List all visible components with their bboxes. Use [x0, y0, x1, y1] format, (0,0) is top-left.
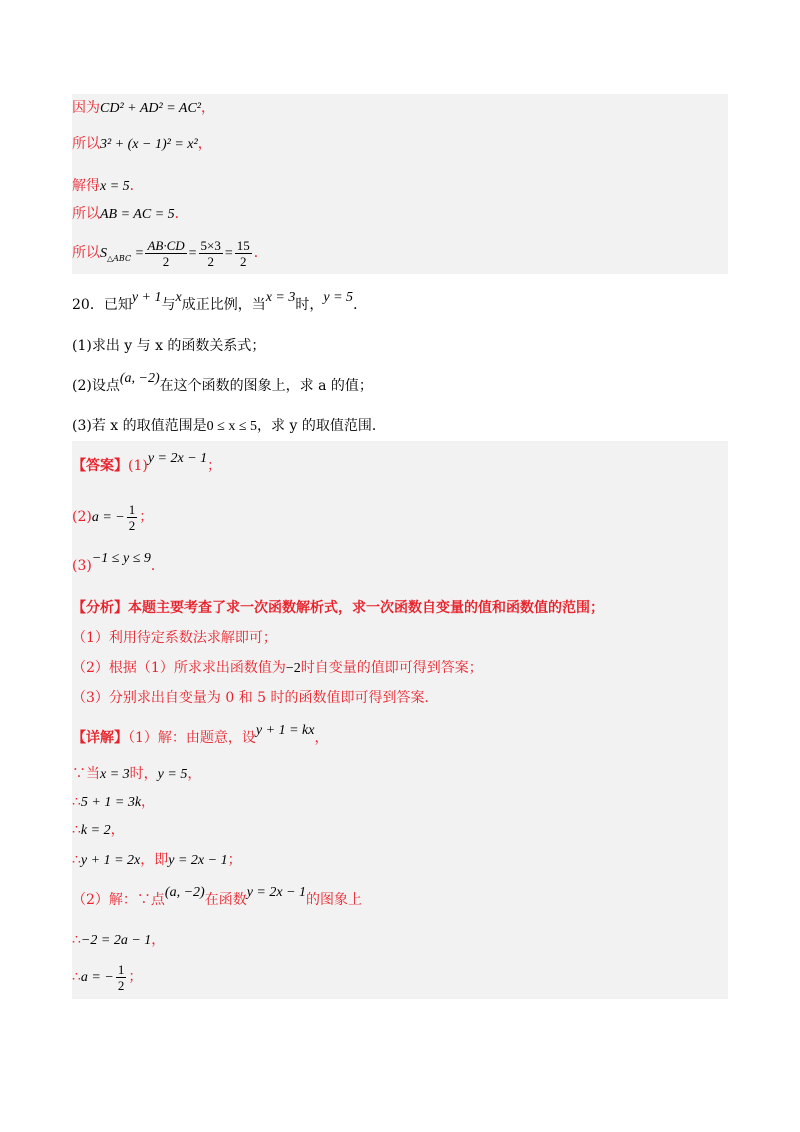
analysis-tag: 【分析】 [72, 600, 128, 616]
equation-substitute: 3² + (x − 1)² = x² [100, 137, 198, 152]
detail-line-6: （2）解：∵点(a, −2)在函数y = 2x − 1的图象上 [72, 885, 363, 908]
fraction-15-2: $\frac{15}{2}$ [236, 237, 250, 269]
solution-line-4: 所以AB = AC = 5． [72, 206, 189, 222]
answer-line-2: (2)a = − $\frac{1}{2}$ ； [72, 501, 154, 533]
detail-line-2: ∵当x = 3时，y = 5， [72, 766, 202, 782]
solution-line-5: 所以$S_{\triangle ABC}$ = $\frac{AB\cdot CD}{2}$ = $\frac{5\times 3}{2}$ = $\frac{15}{2}$ ． [72, 237, 268, 269]
detail-line-3: ∴5 + 1 = 3k， [72, 794, 156, 810]
answer-shade [72, 441, 728, 999]
fraction-one-half-detail: $\frac{1}{2}$ [117, 961, 125, 993]
detail-tag: 【详解】 [72, 730, 128, 746]
fraction-one-half: $\frac{1}{2}$ [128, 501, 136, 533]
detail-line-1: 【详解】（1）解：由题意，设y + 1 = kx， [72, 723, 329, 746]
detail-line-4: ∴k = 2， [72, 822, 125, 838]
solution-line-1: 因为CD² + AD² = AC²， [72, 100, 215, 116]
question-part-1: (1)求出 y 与 x 的函数关系式； [72, 338, 266, 354]
analysis-step-1: （1）利用待定系数法求解即可； [72, 630, 277, 646]
question-stem: 20．已知y + 1与x成正比例，当x = 3时，y = 5． [72, 290, 368, 313]
equation-ab-ac: AB = AC = 5 [100, 207, 175, 222]
question-part-2: (2)设点(a, −2)在这个函数的图象上，求 a 的值； [72, 371, 373, 394]
analysis-step-2: （2）根据（1）所求求出函数值为−2时自变量的值即可得到答案； [72, 660, 483, 676]
equation-pythagoras: CD² + AD² = AC² [100, 101, 201, 116]
analysis-step-3: （3）分别求出自变量为 0 和 5 时的函数值即可得到答案． [72, 690, 439, 706]
detail-line-5: ∴y + 1 = 2x，即y = 2x − 1； [72, 852, 242, 868]
solution-line-3: 解得x = 5． [72, 178, 144, 194]
question-part-3: (3)若 x 的取值范围是0 ≤ x ≤ 5，求 y 的取值范围． [72, 418, 386, 434]
detail-line-8: ∴a = − $\frac{1}{2}$ ； [72, 961, 143, 993]
equation-x-value: x = 5 [100, 179, 130, 194]
analysis-intro: 【分析】本题主要考查了求一次函数解析式，求一次函数自变量的值和函数值的范围； [72, 600, 604, 616]
solution-line-2: 所以3² + (x − 1)² = x²， [72, 136, 212, 152]
answer-line-1: 【答案】(1)y = 2x − 1； [72, 451, 222, 474]
fraction-ab-cd: $\frac{AB\cdot CD}{2}$ [147, 237, 185, 269]
detail-line-7: ∴−2 = 2a − 1， [72, 932, 166, 948]
answer-line-3: (3)−1 ≤ y ≤ 9． [72, 551, 165, 574]
answer-tag: 【答案】 [72, 458, 128, 474]
fraction-5x3: $\frac{5\times 3}{2}$ [200, 237, 221, 269]
